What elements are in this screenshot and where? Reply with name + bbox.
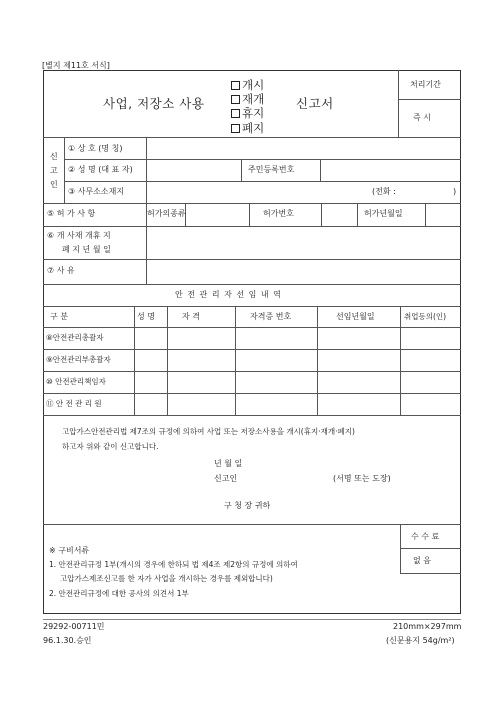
form-title-left: 사업, 저장소 사용 bbox=[103, 96, 205, 111]
start-date-label-1: ⑥ 개 사재 개휴 지 bbox=[47, 231, 111, 240]
declaration-sign: (서명 또는 도장) bbox=[333, 474, 391, 483]
phone-close: ) bbox=[453, 187, 457, 196]
row-deputy-manager: ⑨안전관리부총괄자 bbox=[46, 355, 111, 364]
fee-value: 없 음 bbox=[413, 556, 431, 565]
checkbox-icon[interactable] bbox=[231, 109, 240, 118]
permit-number-label: 허가번호 bbox=[263, 209, 294, 218]
documents-header: ※ 구비서류 bbox=[49, 546, 90, 555]
declaration-applicant: 신고인 bbox=[214, 474, 238, 483]
name-rep-label: ② 성 명 (대 표 자) bbox=[68, 165, 133, 174]
option-resume[interactable]: 재개 bbox=[231, 92, 264, 106]
processing-label: 처리기간 bbox=[410, 80, 441, 89]
name-input[interactable] bbox=[147, 160, 240, 180]
safety-section-title: 안 전 관 리 자 선 임 내 역 bbox=[175, 290, 282, 299]
footer-size: 210mm×297mm bbox=[393, 622, 462, 631]
checkbox-icon[interactable] bbox=[231, 81, 240, 90]
trade-name-input[interactable] bbox=[147, 138, 460, 158]
footer-code: 29292-00711민 bbox=[43, 622, 105, 631]
declaration-line-1: 고압가스안전관리법 제7조의 규정에 의하여 사업 또는 저장소사용을 개시(휴지·재개·폐지) bbox=[62, 427, 355, 436]
resident-no-input[interactable] bbox=[321, 160, 460, 180]
checkbox-icon[interactable] bbox=[231, 95, 240, 104]
col-category: 구 분 bbox=[50, 312, 68, 321]
col-name: 성 명 bbox=[137, 312, 155, 321]
option-start[interactable]: 개시 bbox=[231, 78, 264, 92]
title-options bbox=[231, 78, 264, 135]
row-safety-staff: ⑪ 안 전 관 리 원 bbox=[46, 399, 102, 408]
resident-no-label: 주민등록번호 bbox=[248, 165, 295, 174]
col-consent: 취업동의(인) bbox=[404, 312, 447, 321]
col-appointed-date: 선임년월일 bbox=[336, 312, 375, 321]
processing-value: 즉 시 bbox=[413, 113, 431, 122]
permit-date-label: 허가년월일 bbox=[364, 209, 403, 218]
footer-approval: 96.1.30.승인 bbox=[43, 636, 92, 645]
start-date-label-2: 폐 지 년 월 일 bbox=[62, 245, 111, 254]
declaration-line-2: 하고자 위와 같이 신고합니다. bbox=[62, 442, 159, 451]
col-license-no: 자격증 번호 bbox=[250, 312, 292, 321]
documents-item-2: 2. 안전관리규정에 대한 공사의 의견서 1부 bbox=[49, 589, 189, 598]
reason-input[interactable] bbox=[147, 260, 460, 283]
documents-item-1-line-1: 1. 안전관리규정 1부(개시의 경우에 한하되 법 제4조 제2항의 규정에 의하여 bbox=[49, 560, 298, 569]
office-location-input[interactable] bbox=[147, 182, 369, 202]
option-close[interactable]: 폐지 bbox=[231, 121, 264, 135]
option-suspend[interactable]: 휴지 bbox=[231, 106, 264, 120]
fee-label: 수 수 료 bbox=[411, 532, 440, 541]
recipient: 구 청 장 귀하 bbox=[224, 501, 271, 510]
row-general-manager: ⑧안전관리총괄자 bbox=[46, 333, 104, 342]
form-number: [별지 제11호 서식] bbox=[42, 61, 110, 70]
phone-label: (전화 : bbox=[372, 187, 396, 196]
form-title-right: 신고서 bbox=[296, 96, 334, 111]
documents-item-1-line-2: 고압가스제조신고를 한 자가 사업을 개시하는 경우를 제외합니다) bbox=[60, 574, 273, 583]
footer-paper: (신문용지 54g/m²) bbox=[386, 636, 455, 645]
reason-label: ⑦ 사 유 bbox=[47, 266, 75, 275]
trade-name-label: ① 상 호 (명 칭) bbox=[68, 144, 123, 153]
checkbox-icon[interactable] bbox=[231, 124, 240, 133]
permit-matter-label: ⑤ 허 가 사 항 bbox=[47, 209, 96, 218]
row-responsible-manager: ⑩ 안전관리책임자 bbox=[46, 377, 106, 386]
declaration-date: 년 월 일 bbox=[214, 459, 243, 468]
col-qualification: 자 격 bbox=[182, 312, 200, 321]
start-date-input[interactable] bbox=[147, 227, 460, 258]
office-location-label: ③ 사무소소재지 bbox=[68, 187, 125, 196]
permit-type-label: 허가의종류 bbox=[147, 209, 186, 218]
applicant-side-label: 신 고 인 bbox=[50, 152, 58, 189]
